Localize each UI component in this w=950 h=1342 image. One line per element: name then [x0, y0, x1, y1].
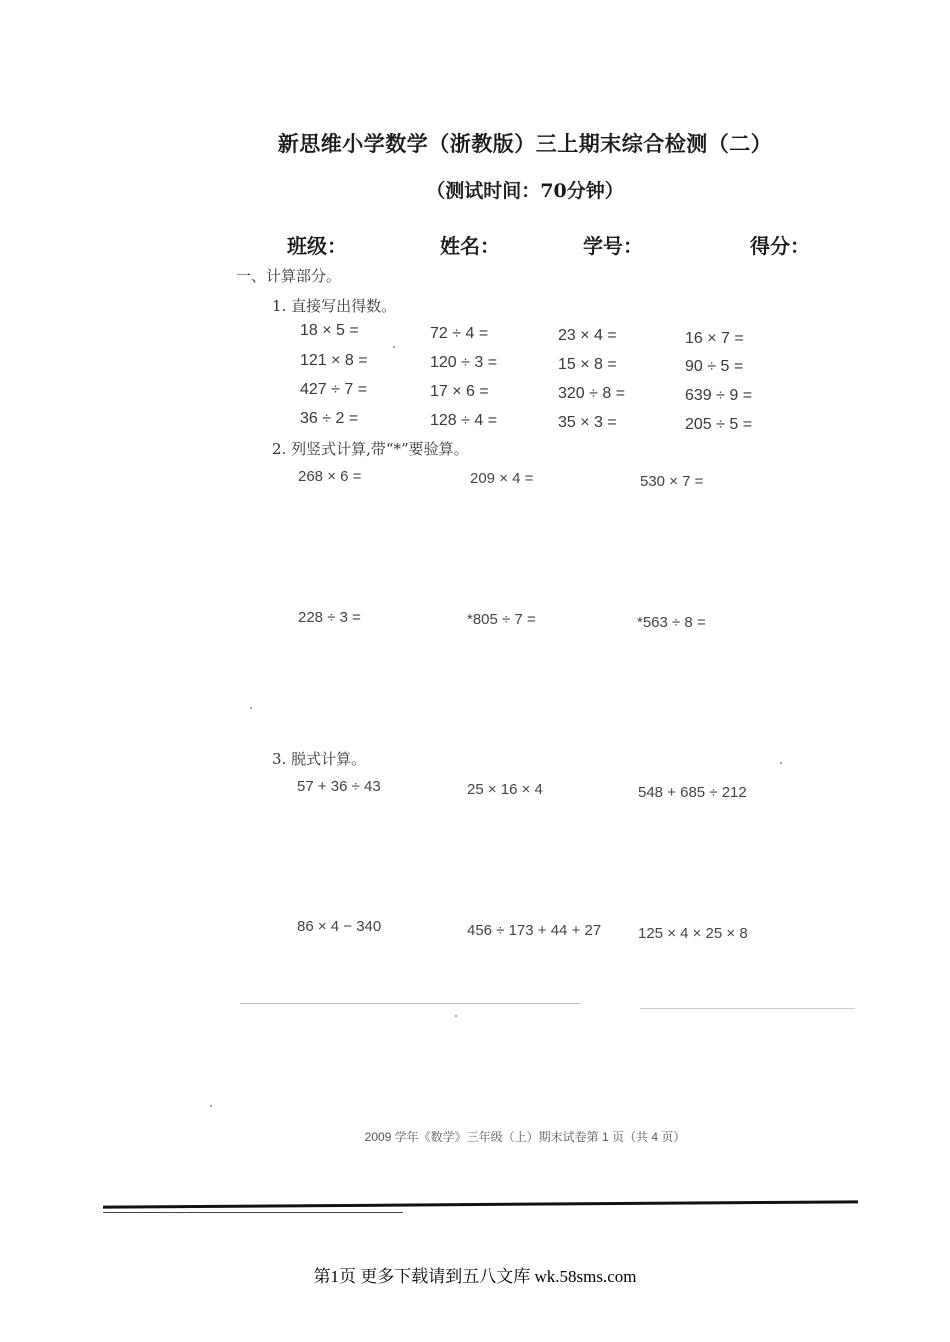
- problem: 90 ÷ 5 =: [685, 358, 744, 375]
- problem: *563 ÷ 8 =: [637, 614, 706, 631]
- problem: 16 × 7 =: [685, 330, 744, 347]
- problem: *805 ÷ 7 =: [467, 611, 536, 628]
- problem: 530 × 7 =: [640, 473, 704, 490]
- original-page-footer: 2009 学年《数学》三年级（上）期末试卷第 1 页（共 4 页）: [364, 1130, 686, 1144]
- problem: 320 ÷ 8 =: [558, 385, 626, 402]
- problem: 17 × 6 =: [430, 383, 489, 400]
- problem: 15 × 8 =: [558, 356, 617, 373]
- download-footer: 第1页 更多下载请到五八文库 wk.58sms.com: [313, 1267, 637, 1286]
- problem: 268 × 6 =: [298, 468, 362, 485]
- problem: 86 × 4 − 340: [297, 918, 382, 935]
- problem: 205 ÷ 5 =: [685, 416, 753, 433]
- problem: 120 ÷ 3 =: [430, 354, 498, 371]
- problem: 18 × 5 =: [300, 322, 359, 339]
- problem: 128 ÷ 4 =: [430, 412, 498, 429]
- problem: 548 + 685 ÷ 212: [638, 784, 747, 801]
- page-title: 新思维小学数学（浙教版）三上期末综合检测（二）: [277, 131, 773, 156]
- problem: 427 ÷ 7 =: [300, 381, 368, 398]
- problem: 228 ÷ 3 =: [298, 609, 361, 626]
- problem: 35 × 3 =: [558, 414, 617, 431]
- problem: 72 ÷ 4 =: [430, 325, 489, 342]
- score-label: 得分：: [750, 234, 810, 258]
- problem: 57 + 36 ÷ 43: [297, 778, 381, 795]
- problem: 36 ÷ 2 =: [300, 410, 359, 427]
- problem: 23 × 4 =: [558, 327, 617, 344]
- problem: 456 ÷ 173 + 44 + 27: [467, 922, 602, 939]
- problem: 25 × 16 × 4: [467, 781, 543, 798]
- page-bottom-rule: [103, 1200, 858, 1208]
- problem: 125 × 4 × 25 × 8: [638, 925, 748, 942]
- scan-smudge-line: [640, 1008, 855, 1009]
- problem: 209 × 4 =: [470, 470, 534, 487]
- student-number-label: 学号：: [583, 234, 643, 258]
- section-heading: 一、计算部分。: [236, 267, 342, 285]
- problem: 639 ÷ 9 =: [685, 387, 753, 404]
- page-bottom-rule-thin: [103, 1212, 403, 1213]
- name-label: 姓名：: [440, 234, 500, 258]
- class-label: 班级：: [287, 234, 347, 258]
- question-2-label: 2. 列竖式计算,带“*”要验算。: [272, 440, 469, 458]
- problem: 121 × 8 =: [300, 352, 368, 369]
- test-duration: （测试时间：70分钟）: [426, 180, 624, 202]
- question-1-label: 1. 直接写出得数。: [272, 297, 397, 315]
- question-3-label: 3. 脱式计算。: [272, 750, 367, 768]
- scan-smudge-line: [240, 1003, 580, 1004]
